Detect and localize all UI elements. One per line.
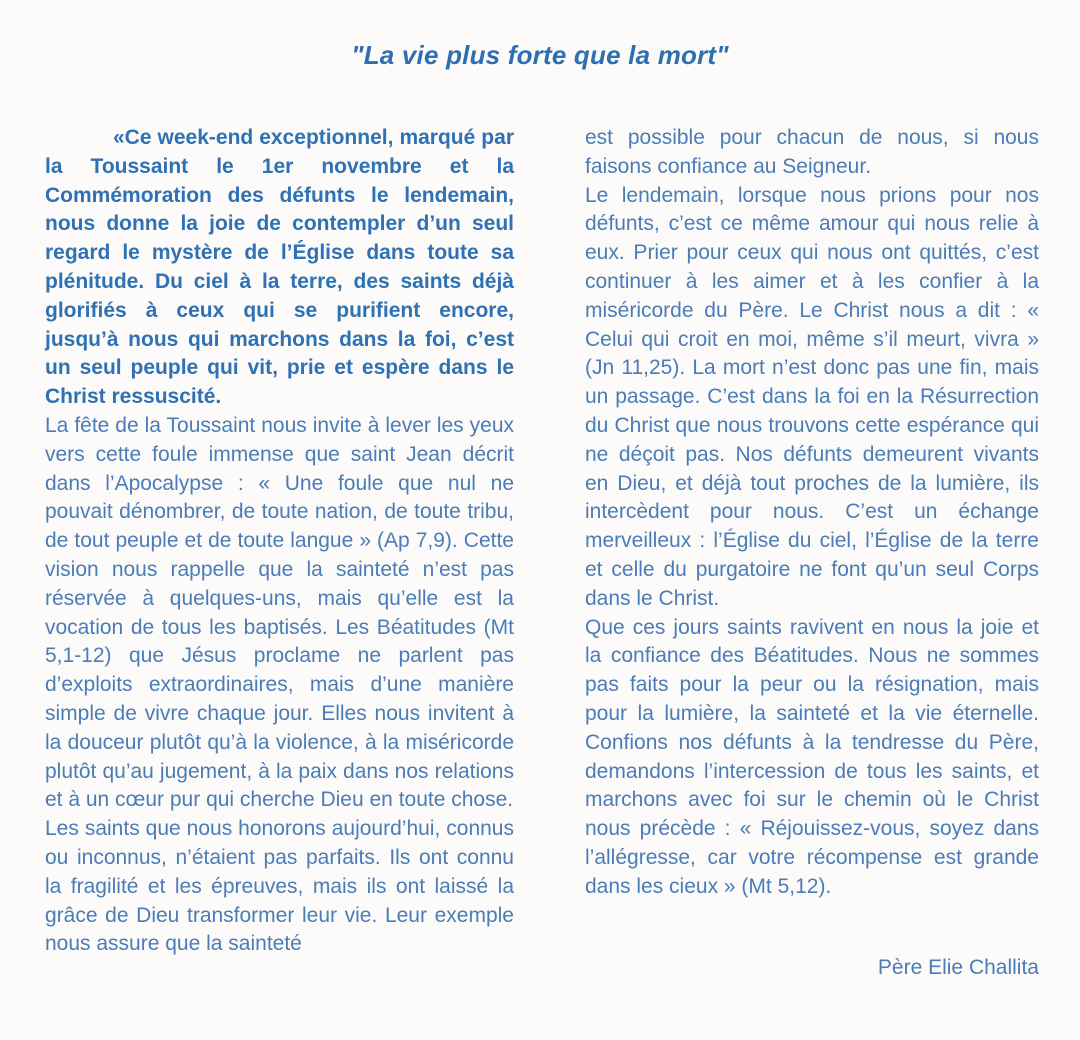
body-paragraph: Les saints que nous honorons aujourd’hui, connus ou inconnus, n’étaient pas parfaits. Ils ont connu la fragilité et les épreuves, mais ils ont laissé la grâce de Dieu transformer leur vie. Leur exemple nous assure que la sainteté [45,817,514,956]
right-column [585,124,1039,982]
body-paragraph: est possible pour chacun de nous, si nous faisons confiance au Seigneur. [585,126,1039,178]
body-paragraph: Le lendemain, lorsque nous prions pour nos défunts, c’est ce même amour qui nous relie à eux. Prier pour ceux qui nous ont quittés, c’est continuer à les aimer et à les confier à la miséricorde du Père. Le Christ nous a dit : « Celui qui croit en moi, même s’il meurt, vivra » (Jn 11,25). La mort n’est donc pas une fin, mais un passage. C’est dans la foi en la Résurrection du Christ que nous trouvons cette espérance qui ne déçoit pas. Nos défunts demeurent vivants en Dieu, et déjà tout proches de la lumière, ils intercèdent pour nous. C’est un échange merveilleux : l’Église du ciel, l’Église de la terre et celle du purgatoire ne font qu’un seul Corps dans le Christ. [585,183,1039,610]
two-column-text [0,124,1080,982]
author-signature: Père Elie Challita [877,955,1039,979]
page-title: "La vie plus forte que la mort" [351,40,729,70]
body-paragraph: La fête de la Toussaint nous invite à lever les yeux vers cette foule immense que saint Jean décrit dans l’Apocalypse : « Une foule que nul ne pouvait dénombrer, de toute nation, de toute tribu, de tout peuple et de toute langue » (Ap 7,9). Cette vision nous rappelle que la sainteté n’est pas réservée à quelques-uns, mais qu’elle est la vocation de tous les baptisés. Les Béatitudes (Mt 5,1-12) que Jésus proclame ne parlent pas d’exploits extraordinaires, mais d’une manière simple de vivre chaque jour. Elles nous invitent à la douceur plutôt qu’à la violence, à la miséricorde plutôt qu’au jugement, à la paix dans nos relations et à un cœur pur qui cherche Dieu en toute chose. [45,413,514,812]
body-paragraph: Que ces jours saints ravivent en nous la joie et la confiance des Béatitudes. Nous ne sommes pas faits pour la peur ou la résignation, mais pour la lumière, la sainteté et la vie éternelle. Confions nos défunts à la tendresse du Père, demandons l’intercession de tous les saints, et marchons avec foi sur le chemin où le Christ nous précède : « Réjouissez-vous, soyez dans l’allégresse, car votre récompense est grande dans les cieux » (Mt 5,12). [585,615,1039,898]
left-column [45,124,514,982]
lead-paragraph: «Ce week-end exceptionnel, marqué par la Toussaint le 1er novembre et la Commémoration des défunts le lendemain, nous donne la joie de contempler d’un seul regard le mystère de l’Église dans toute sa plénitude. Du ciel à la terre, des saints déjà glorifiés à ceux qui se purifient encore, jusqu’à nous qui marchons dans la foi, c’est un seul peuple qui vit, prie et espère dans le Christ ressuscité. [45,126,514,409]
